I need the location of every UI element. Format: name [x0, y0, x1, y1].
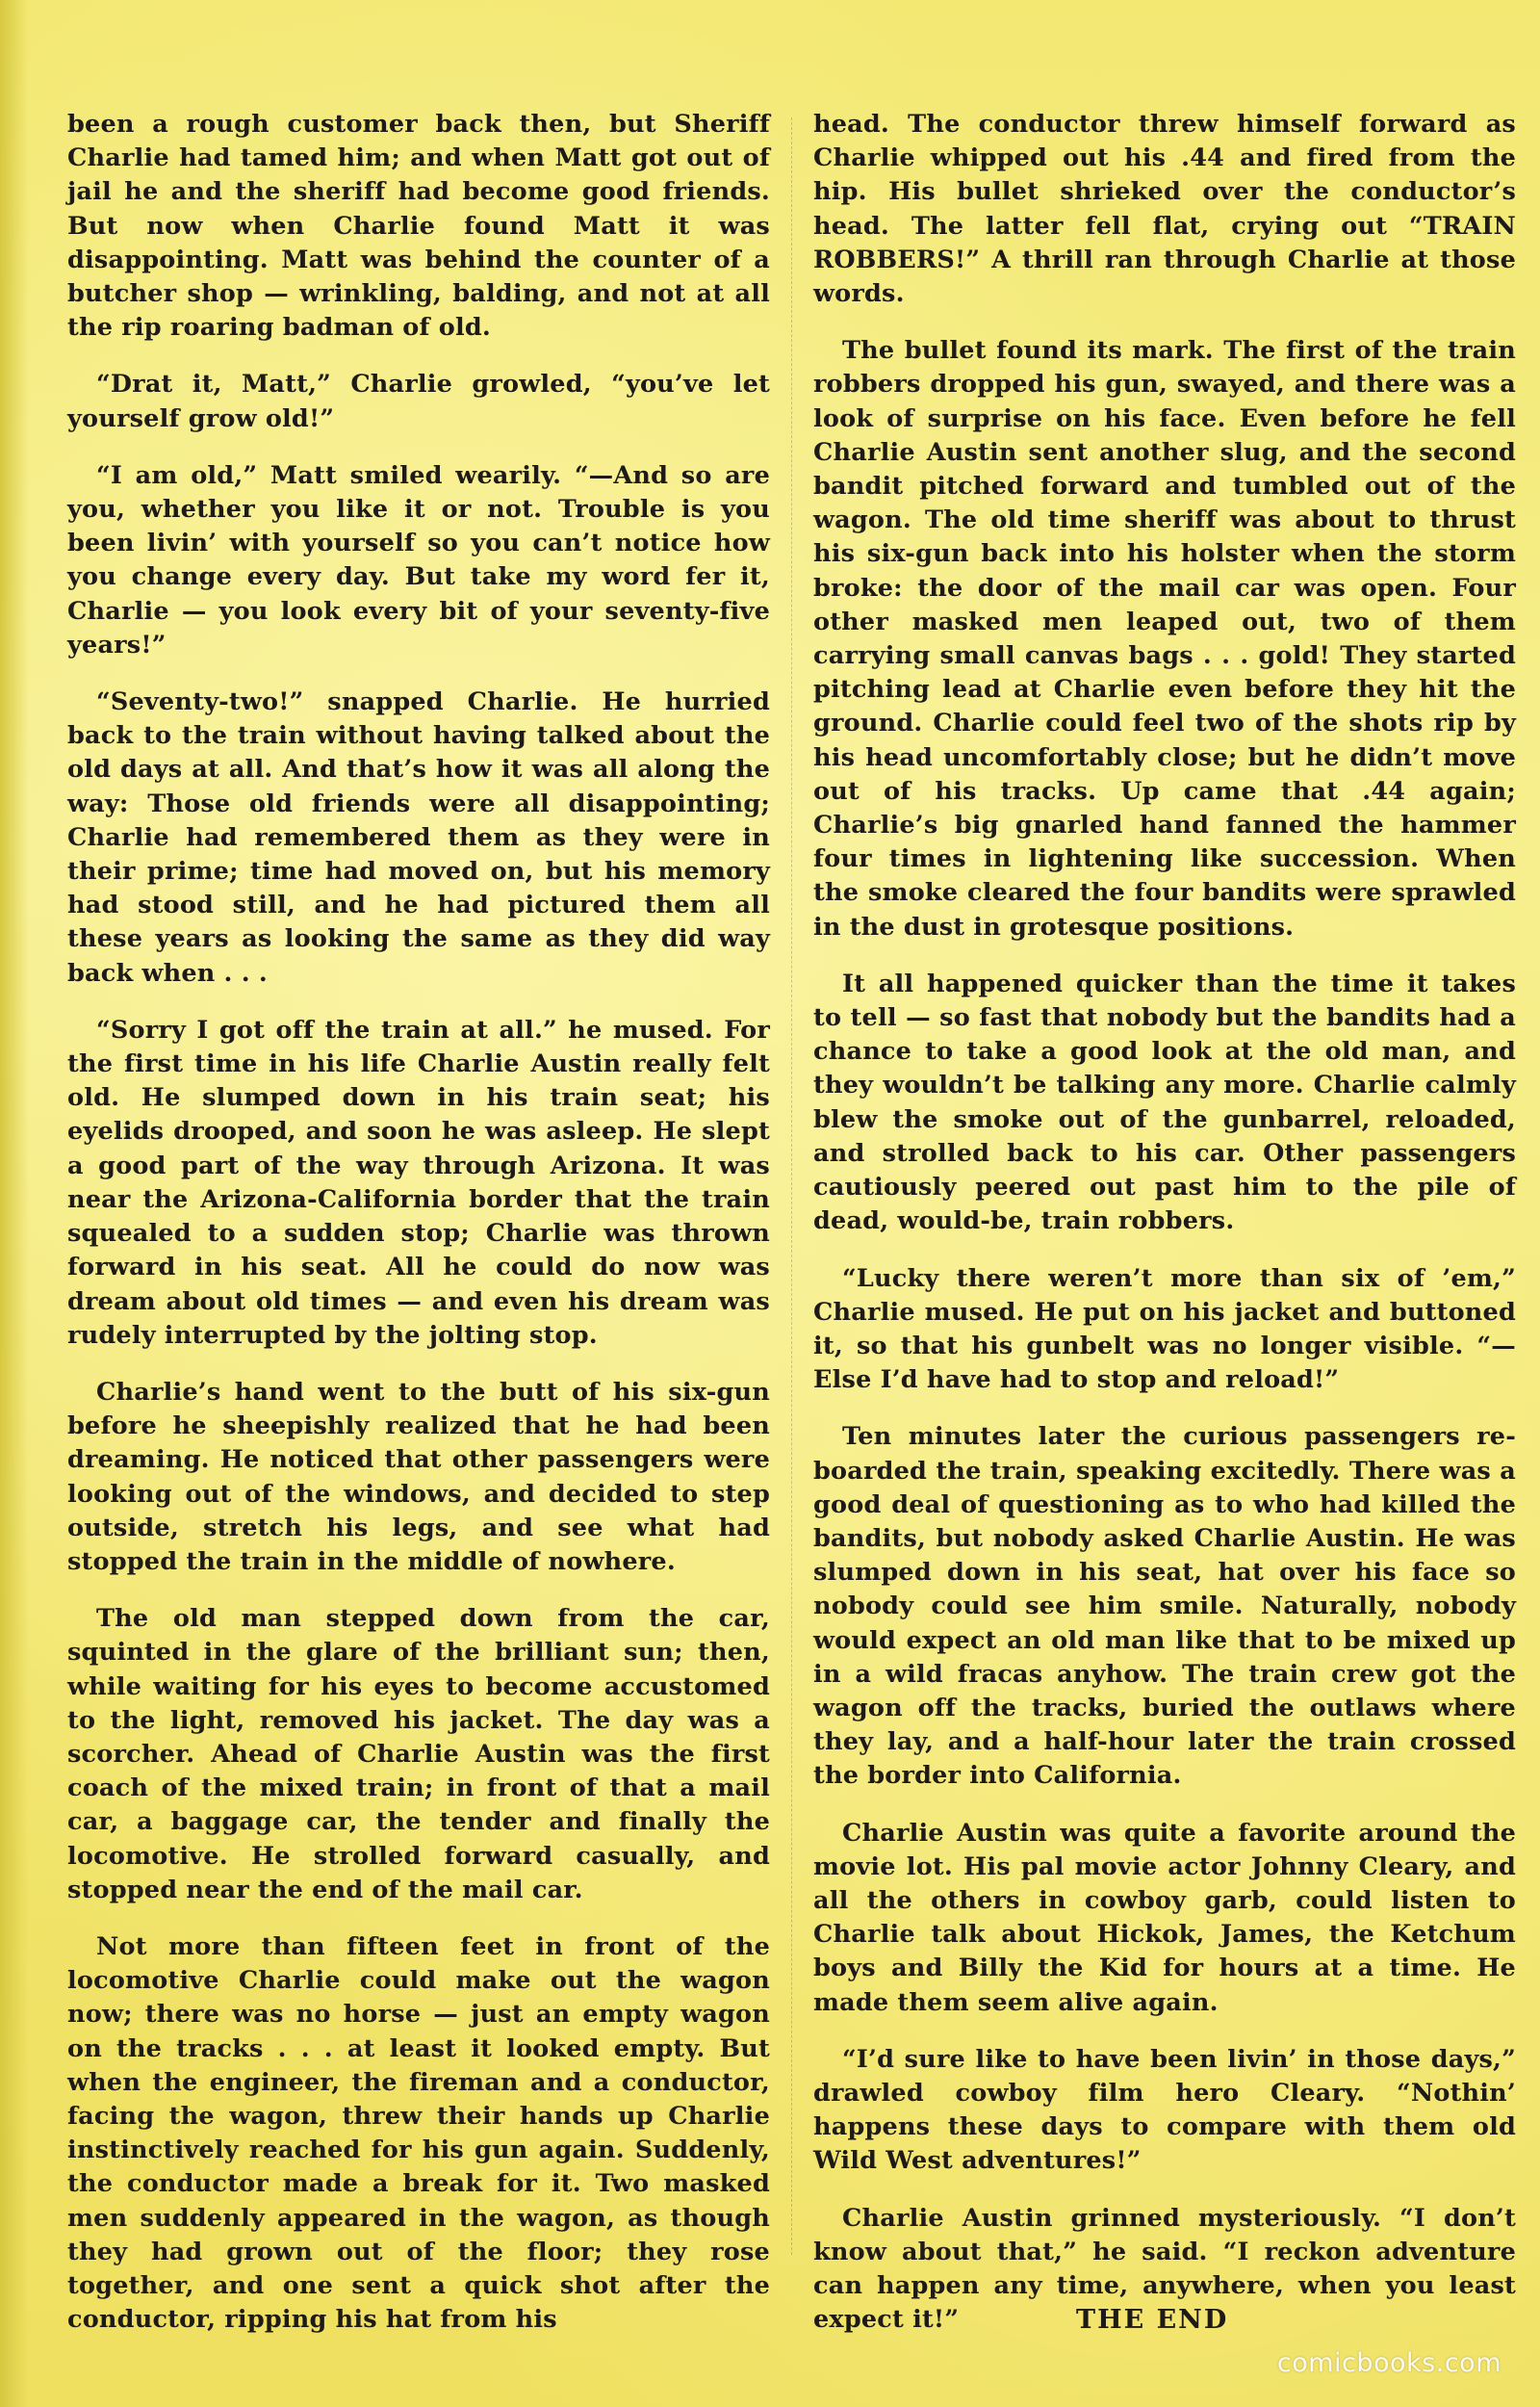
story-paragraph: “Drat it, Matt,” Charlie growled, “you’ve let yourself grow old!” [67, 370, 770, 433]
story-paragraph: Not more than fifteen feet in front of the locomotive Charlie could make out the wagon now; there was no horse — just an empty wagon on the tracks . . . at least it looked empty. But when the engineer, the fireman and a conductor, facing the wagon, threw their hands up Charlie instinctively reached for his gun again. Suddenly, the conductor made a break for it. Two masked men suddenly appeared in the wagon, as though they had grown out of the floor; they rose together, and one sent a quick shot after the conductor, ripping his hat from his [67, 1931, 770, 2335]
story-paragraph: Charlie Austin grinned mysteriously. “I don’t know about that,” he said. “I reckon adventure can happen any time, anywhere, when you least expect it!” [813, 2203, 1516, 2335]
story-paragraph: The old man stepped down from the car, squinted in the glare of the brilliant sun; then, while waiting for his eyes to become accustomed to the light, removed his jacket. The day was a scorcher. Ahead of Charlie Austin was the first coach of the mixed train; in front of that a mail car, a baggage car, the tender and finally the locomotive. He strolled forward casually, and stopped near the end of the mail car. [67, 1604, 770, 1904]
story-paragraph: “Lucky there weren’t more than six of ’em,” Charlie mused. He put on his jacket and buttoned it, so that his gunbelt was no longer visible. “—Else I’d have had to stop and reload!” [813, 1263, 1516, 1395]
right-column [813, 108, 1516, 2360]
text-columns [67, 108, 1516, 2361]
left-column [67, 108, 770, 2360]
story-paragraph: “Sorry I got off the train at all.” he mused. For the first time in his life Charlie Austin really felt old. He slumped down in his train seat; his eyelids drooped, and soon he was asleep. He slept a good part of the way through Arizona. It was near the Arizona-California border that the train squealed to a sudden stop; Charlie was thrown forward in his seat. All he could do now was dream about old times — and even his dream was rudely interrupted by the jolting stop. [67, 1015, 770, 1350]
story-paragraph: It all happened quicker than the time it takes to tell — so fast that nobody but the bandits had a chance to take a good look at the old man, and they wouldn’t be talking any more. Charlie calmly blew the smoke out of the gunbarrel, reloaded, and strolled back to his car. Other passengers cautiously peered out past him to the pile of dead, would-be, train robbers. [813, 969, 1516, 1236]
story-paragraph: The bullet found its mark. The first of the train robbers dropped his gun, swayed, and there was a look of surprise on his face. Even before he fell Charlie Austin sent another slug, and the second bandit pitched forward and tumbled out of the wagon. The old time sheriff was about to thrust his six-gun back into his holster when the storm broke: the door of the mail car was open. Four other masked men leaped out, two of them carrying small canvas bags . . . gold! They started pitching lead at Charlie even before they hit the ground. Charlie could feel two of the shots rip by his head uncomfortably close; but he didn’t move out of his tracks. Up came that .44 again; Charlie’s big gnarled hand fanned the hammer four times in lightening like succession. When the smoke cleared the four bandits were sprawled in the dust in grotesque positions. [813, 336, 1516, 942]
story-paragraph: Charlie’s hand went to the butt of his six-gun before he sheepishly realized that he had been dreaming. He noticed that other passengers were looking out of the windows, and decided to step outside, stretch his legs, and see what had stopped the train in the middle of nowhere. [67, 1377, 770, 1576]
watermark-text: comicbooks.com [1276, 2348, 1502, 2378]
story-paragraph: Ten minutes later the curious passengers re-boarded the train, speaking excitedly. There was a good deal of questioning as to who had killed the bandits, but nobody asked Charlie Austin. He was slumped down in his seat, hat over his face so nobody could see him smile. Naturally, nobody would expect an old man like that to be mixed up in a wild fracas anyhow. The train crew got the wagon off the tracks, buried the outlaws where they lay, and a half-hour later the train crossed the border into California. [813, 1422, 1516, 1791]
story-paragraph: “I am old,” Matt smiled wearily. “—And so are you, whether you like it or not. Trouble is you been livin’ with yourself so you can’t notice how you change every day. But take my word fer it, Charlie — you look every bit of your seventy-five years!” [67, 460, 770, 660]
story-paragraph: Charlie Austin was quite a favorite around the movie lot. His pal movie actor Johnny Cleary, and all the others in cowboy garb, could listen to Charlie talk about Hickok, James, the Ketchum boys and Billy the Kid for hours at a time. He made them seem alive again. [813, 1818, 1516, 2017]
story-paragraph: “Seventy-two!” snapped Charlie. He hurried back to the train without having talked about the old days at all. And that’s how it was all along the way: Those old friends were all disappointing; Charlie had remembered them as they were in their prime; time had moved on, but his memory had stood still, and he had pictured them all these years as looking the same as they did way back when . . . [67, 687, 770, 988]
story-paragraph: head. The conductor threw himself forward as Charlie whipped out his .44 and fired from the hip. His bullet shrieked over the conductor’s head. The latter fell flat, crying out “TRAIN ROBBERS!” A thrill ran through Charlie at those words. [813, 110, 1516, 309]
story-paragraph: “I’d sure like to have been livin’ in those days,” drawled cowboy film hero Cleary. “Nothin’ happens these days to compare with them old Wild West adventures!” [813, 2044, 1516, 2176]
column-gutter [791, 117, 792, 2255]
the-end-label: THE END [1076, 2305, 1229, 2335]
story-paragraph: been a rough customer back then, but Sheriff Charlie had tamed him; and when Matt got out of jail he and the sheriff had become good friends. But now when Charlie found Matt it was disappointing. Matt was behind the counter of a butcher shop — wrinkling, balding, and not at all the rip roaring badman of old. [67, 110, 770, 343]
